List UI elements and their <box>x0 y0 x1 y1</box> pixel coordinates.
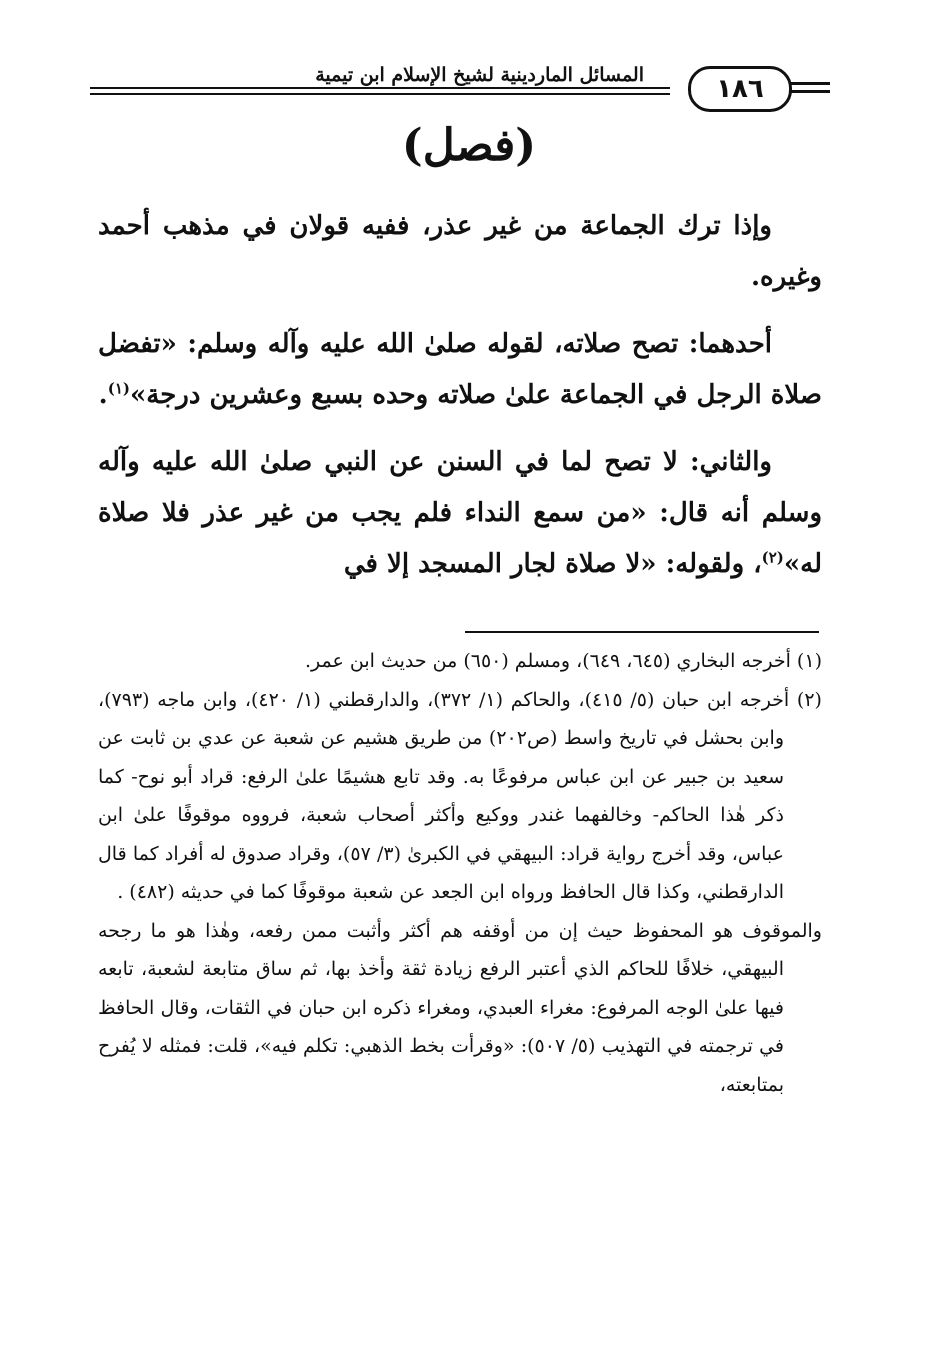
main-text <box>98 201 822 590</box>
page-number-ornament-double <box>790 90 830 93</box>
footnote-separator <box>465 631 819 633</box>
paragraph-3-mid: ، ولقوله: <box>665 549 762 579</box>
book-title: المسائل الماردينية لشيخ الإسلام ابن تيمية <box>307 64 652 86</box>
section-title: (فصل) <box>401 120 537 171</box>
footnotes <box>98 642 822 1104</box>
paragraph-2 <box>98 319 822 421</box>
paragraph-1 <box>98 201 822 303</box>
paragraph-2-end: . <box>98 380 108 410</box>
footnote-2: (٢) أخرجه ابن حبان (٥/ ٤١٥)، والحاكم (١/ ٣٧٢)، والدارقطني (١/ ٤٢٠)، وابن ماجه (٧٩٣)، وابن بحشل في تاريخ واسط (ص٢٠٢) من طريق هشيم عن شعبة عن عدي بن ثابت عن سعيد بن جبير عن ابن عباس مرفوعًا به. وقد تابع هشيمًا علىٰ الرفع: قراد أبو نوح- كما ذكر هٰذا الحاكم- وخالفهما غندر ووكيع وأكثر أصحاب شعبة، فرووه موقوفًا علىٰ ابن عباس، وقد أخرج رواية قراد: البيهقي في الكبرىٰ (٣/ ٥٧)، وقراد صدوق له أفراد كما قال الدارقطني، وكذا قال الحافظ ورواه ابن الجعد عن شعبة موقوفًا كما في حديثه (٤٨٢) . <box>98 688 822 903</box>
footnote-2-continuation: والموقوف هو المحفوظ حيث إن من أوقفه هم أكثر وأثبت ممن رفعه، وهٰذا هو ما رجحه البيهقي، خلافًا للحاكم الذي أعتبر الرفع زيادة ثقة وأخذ بها، ثم ساق متابعة لشعبة، تابعه فيها علىٰ الوجه المرفوع: مغراء العبدي، ومغراء ذكره ابن حبان في الثقات، وقال الحافظ في ترجمته في التهذيب (٥/ ٥٠٧): «وقرأت بخط الذهبي: تكلم فيه»، قلت: فمثله لا يُفرح بمتابعته، <box>98 919 822 1096</box>
footnote-ref-2: (٢) <box>761 548 784 567</box>
paragraph-2-lead: أحدهما: تصح صلاته، لقوله صلىٰ الله عليه وآله وسلم: <box>187 329 772 359</box>
hadith-quote-2: «من سمع النداء فلم يجب من غير عذر فلا صلاة له» <box>98 498 822 579</box>
header-rule-double <box>90 93 670 95</box>
paragraph-1-text: وإذا ترك الجماعة من غير عذر، ففيه قولان في مذهب أحمد وغيره. <box>98 211 822 292</box>
header-rule <box>90 87 670 89</box>
paragraph-3-lead: والثاني: لا تصح لما في السنن عن النبي صلىٰ الله عليه وآله وسلم أنه قال: <box>98 447 823 528</box>
paragraph-3 <box>98 437 822 590</box>
hadith-quote-1: «تفضل صلاة الرجل في الجماعة علىٰ صلاته وحده بسبع وعشرين درجة» <box>98 329 822 410</box>
running-header <box>90 58 830 106</box>
page-number: ١٨٦ <box>688 66 792 112</box>
hadith-quote-3: «لا صلاة لجار المسجد إلا في <box>343 549 657 579</box>
footnote-ref-1: (١) <box>107 379 131 398</box>
footnote-1: (١) أخرجه البخاري (٦٤٥، ٦٤٩)، ومسلم (٦٥٠) من حديث ابن عمر. <box>304 650 822 672</box>
page-number-ornament <box>790 82 830 85</box>
